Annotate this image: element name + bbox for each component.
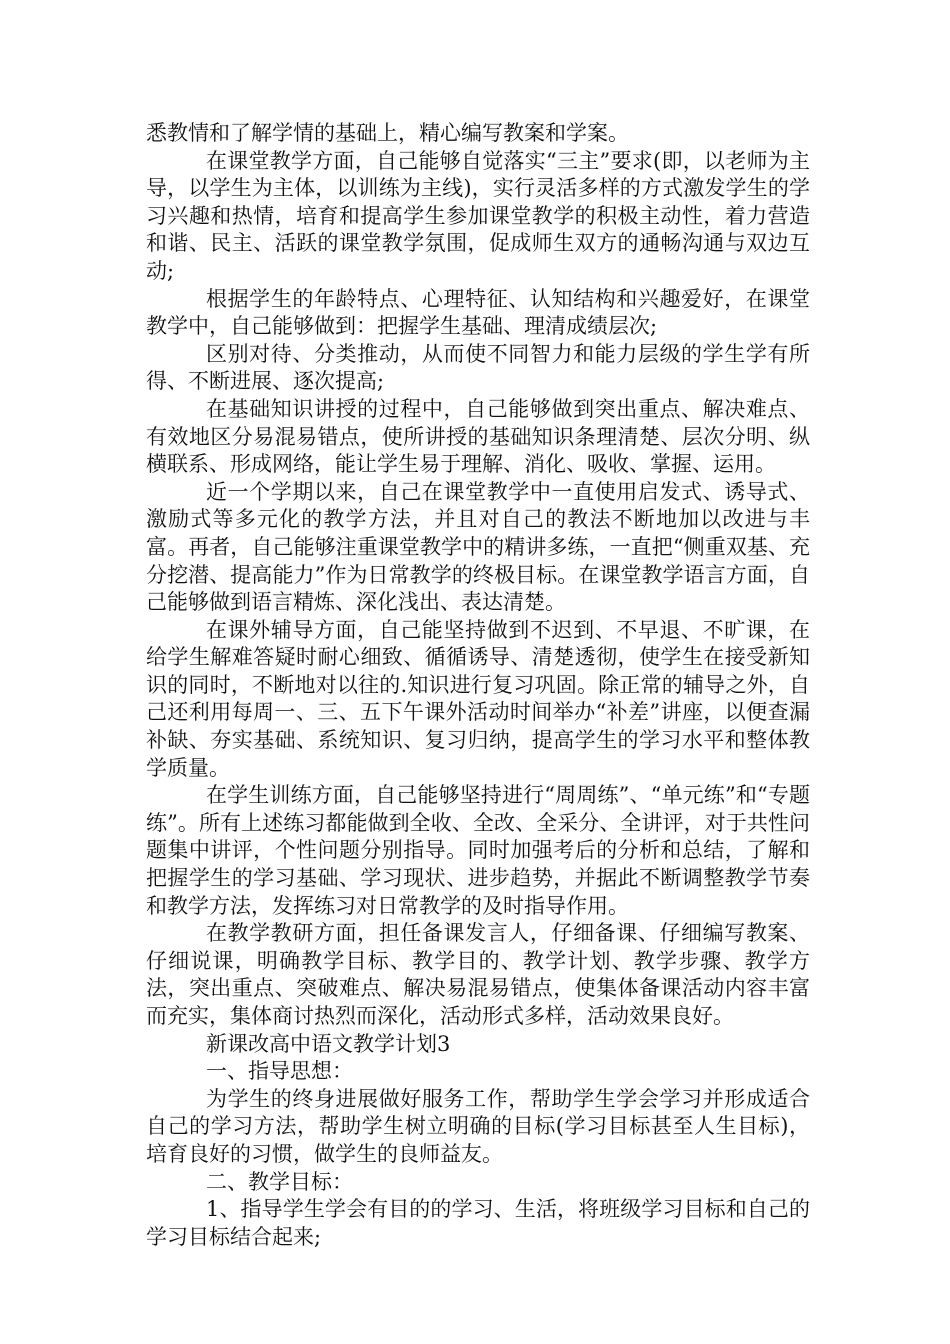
paragraph: 在课外辅导方面，自己能坚持做到不迟到、不早退、不旷课，在给学生解难答疑时耐心细致、循循诱导、清楚透彻，使学生在接受新知识的同时，不断地对以往的.知识进行复习巩固。除正常的辅导之外，自己还利用每周一、三、五下午课外活动时间举办“补差”讲座，以便查漏补缺、夯实基础、系统知识、复习归纳，提高学生的学习水平和整体教学质量。 bbox=[146, 617, 810, 780]
paragraph: 在教学教研方面，担任备课发言人，仔细备课、仔细编写教案、仔细说课，明确教学目标、教学目的、教学计划、教学步骤、教学方法，突出重点、突破难点、解决易混易错点，使集体备课活动内容丰富而充实，集体商讨热烈而深化，活动形式多样，活动效果良好。 bbox=[146, 921, 810, 1028]
paragraph: 根据学生的年龄特点、心理特征、认知结构和兴趣爱好，在课堂教学中，自己能够做到：把握学生基础、理清成绩层次; bbox=[146, 286, 810, 339]
paragraph: 区别对待、分类推动，从而使不同智力和能力层级的学生学有所得、不断进展、逐次提高; bbox=[146, 341, 810, 394]
paragraph: 在学生训练方面，自己能够坚持进行“周周练”、“单元练”和“专题练”。所有上述练习都能做到全收、全改、全采分、全讲评，对于共性问题集中讲评，个性问题分别指导。同时加强考后的分析和总结，了解和把握学生的学习基础、学习现状、进步趋势，并据此不断调整教学节奏和教学方法，发挥练习对日常教学的及时指导作用。 bbox=[146, 783, 810, 918]
paragraph: 悉教情和了解学情的基础上，精心编写教案和学案。 bbox=[146, 121, 629, 145]
section-title: 新课改高中语文教学计划3 bbox=[206, 1031, 451, 1056]
paragraph: 在基础知识讲授的过程中，自己能够做到突出重点、解决难点、有效地区分易混易错点，使所讲授的基础知识条理清楚、层次分明、纵横联系、形成网络，能让学生易于理解、消化、吸收、掌握、运用。 bbox=[146, 396, 810, 477]
paragraph: 在课堂教学方面，自己能够自觉落实“三主”要求(即，以老师为主导，以学生为主体，以训练为主线)，实行灵活多样的方式激发学生的学习兴趣和热情，培育和提高学生参加课堂教学的积极主动性，着力营造和谐、民主、活跃的课堂教学氛围，促成师生双方的通畅沟通与双边互动; bbox=[146, 148, 810, 283]
section-heading: 二、教学目标： bbox=[206, 1169, 353, 1194]
section-heading: 一、指导思想： bbox=[206, 1059, 353, 1084]
paragraph: 为学生的终身进展做好服务工作，帮助学生学会学习并形成适合自己的学习方法，帮助学生树立明确的目标(学习目标甚至人生目标)，培育良好的习惯，做学生的良师益友。 bbox=[146, 1086, 810, 1166]
paragraph: 1、指导学生学会有目的的学习、生活，将班级学习目标和自己的学习目标结合起来; bbox=[146, 1197, 810, 1249]
document-page bbox=[146, 120, 810, 1251]
paragraph: 近一个学期以来，自己在课堂教学中一直使用启发式、诱导式、激励式等多元化的教学方法，并且对自己的教法不断地加以改进与丰富。再者，自己能够注重课堂教学中的精讲多练，一直把“侧重双基、充分挖潜、提高能力”作为日常教学的终极目标。在课堂教学语言方面，自己能够做到语言精炼、深化浅出、表达清楚。 bbox=[146, 479, 810, 615]
